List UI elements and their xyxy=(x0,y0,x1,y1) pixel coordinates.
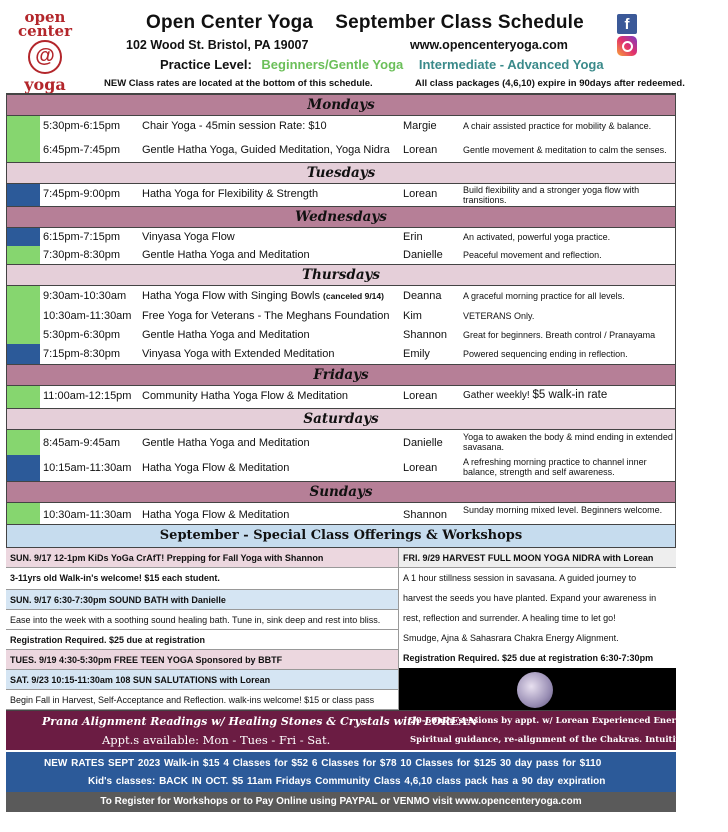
class-instructor: Danielle xyxy=(403,249,443,261)
class-description-text: Gather weekly! xyxy=(463,390,530,401)
logo-word-yoga: yoga xyxy=(24,75,66,94)
class-description: A chair assisted practice for mobility & balance. xyxy=(463,121,652,131)
day-header-tuesdays: Tuesdays xyxy=(7,162,675,184)
harvest-moon-line: Smudge, Ajna & Sahasrara Chakra Energy Alignment. xyxy=(403,633,619,643)
prana-title: Prana Alignment Readings w/ Healing Stones & Crystals with LOREAN xyxy=(42,715,478,728)
logo-word-center: center xyxy=(18,22,72,40)
logo-word-open: open xyxy=(24,8,66,26)
class-name: Vinyasa Yoga Flow xyxy=(142,231,235,243)
workshop-kids-yoga-details: 3-11yrs old Walk-in's welcome! $15 each student. xyxy=(6,568,399,590)
class-row xyxy=(7,306,675,325)
class-row xyxy=(7,246,675,264)
class-row xyxy=(7,184,675,206)
class-name: Chair Yoga - 45min session Rate: $10 xyxy=(142,120,327,132)
workshop-sun-salutations-title: SAT. 9/23 10:15-11:30am 108 SUN SALUTATIONS with Lorean xyxy=(6,670,399,690)
workshop-teen-yoga-title: TUES. 9/19 4:30-5:30pm FREE TEEN YOGA Sponsored by BBTF xyxy=(6,650,399,670)
class-name: Hatha Yoga Flow & Meditation xyxy=(142,462,290,474)
day-header-saturdays: Saturdays xyxy=(7,408,675,430)
rates-banner xyxy=(6,752,676,792)
level-swatch xyxy=(7,430,40,455)
facebook-icon[interactable]: f xyxy=(617,14,637,34)
kids-classes-line: Kid's classes: BACK IN OCT. $5 11am Fridays Community Class 4,6,10 class pack has a 90 day expiration xyxy=(88,776,606,787)
class-instructor: Lorean xyxy=(403,144,438,156)
class-description: Peaceful movement and reflection. xyxy=(463,250,602,260)
practice-levels xyxy=(160,57,604,72)
studio-name: Open Center Yoga xyxy=(146,12,314,33)
day-header-thursdays: Thursdays xyxy=(7,264,675,286)
class-title: Hatha Yoga Flow with Singing Bowls xyxy=(142,290,320,302)
class-row xyxy=(7,228,675,246)
class-instructor: Shannon xyxy=(403,509,448,521)
prana-guidance: Spiritual guidance, re-alignment of the Chakras. Intuitive Reading xyxy=(410,735,728,745)
studio-address: 102 Wood St. Bristol, PA 19007 xyxy=(126,38,309,52)
class-name xyxy=(142,290,384,302)
prana-sessions: 20-60min sessions by appt. w/ Lorean Experienced Energy Healing xyxy=(410,716,728,726)
level-beginners: Beginners/Gentle Yoga xyxy=(261,57,404,72)
class-name: Vinyasa Yoga with Extended Meditation xyxy=(142,348,335,360)
workshop-sound-bath-details: Ease into the week with a soothing sound healing bath. Tune in, sink deep and rest into bliss. xyxy=(6,610,399,630)
rates-line: NEW RATES SEPT 2023 Walk-in $15 4 Classes for $52 6 Classes for $78 10 Classes for $125 30 day pass for $110 xyxy=(44,758,602,769)
packages-note: All class packages (4,6,10) expire in 90days after redeemed. xyxy=(415,78,685,89)
special-offerings-header: September - Special Class Offerings & Workshops xyxy=(6,524,676,548)
class-instructor: Erin xyxy=(403,231,423,243)
class-instructor: Margie xyxy=(403,120,437,132)
om-symbol-icon xyxy=(28,40,62,74)
level-swatch xyxy=(7,344,40,364)
day-header-wednesdays: Wednesdays xyxy=(7,206,675,228)
header xyxy=(0,0,685,94)
class-name: Gentle Hatha Yoga and Meditation xyxy=(142,249,310,261)
prana-availability: Appt.s available: Mon - Tues - Fri - Sat. xyxy=(102,733,331,747)
class-description: Build flexibility and a stronger yoga flow with transitions. xyxy=(463,185,640,205)
class-time: 5:30pm-6:15pm xyxy=(43,120,121,132)
class-time: 6:15pm-7:15pm xyxy=(43,231,121,243)
workshop-sound-bath-registration: Registration Required. $25 due at registration xyxy=(6,630,399,650)
class-name: Community Hatha Yoga Flow & Meditation xyxy=(142,390,349,402)
class-description: An activated, powerful yoga practice. xyxy=(463,232,611,242)
day-header-mondays: Mondays xyxy=(7,94,675,116)
class-instructor: Lorean xyxy=(403,390,438,402)
class-time: 9:30am-10:30am xyxy=(43,290,127,302)
class-time: 10:15am-11:30am xyxy=(43,462,132,474)
class-instructor: Deanna xyxy=(403,290,442,302)
class-instructor: Shannon xyxy=(403,329,448,341)
day-header-fridays: Fridays xyxy=(7,364,675,386)
class-description: A refreshing morning practice to channel inner balance, strength and self awareness. xyxy=(463,457,647,477)
rates-note: NEW Class rates are located at the bottom of this schedule. xyxy=(104,78,373,89)
level-swatch xyxy=(7,306,40,325)
class-description: Gentle movement & meditation to calm the senses. xyxy=(463,145,667,155)
register-online-banner[interactable]: To Register for Workshops or to Pay Online using PAYPAL or VENMO visit www.opencenteryoga.com xyxy=(6,792,676,812)
logo-symbol: @ xyxy=(35,45,55,67)
level-swatch xyxy=(7,116,40,140)
class-row xyxy=(7,286,675,306)
class-name: Hatha Yoga Flow & Meditation xyxy=(142,509,290,521)
class-description: VETERANS Only. xyxy=(463,311,535,321)
class-time: 10:30am-11:30am xyxy=(43,310,132,322)
harvest-moon-line: harvest the seeds you have planted. Expand your awareness in xyxy=(403,593,657,603)
level-swatch xyxy=(7,325,40,344)
canceled-note: (canceled 9/14) xyxy=(323,291,384,301)
class-description xyxy=(463,390,675,401)
class-row xyxy=(7,140,675,162)
class-time: 7:30pm-8:30pm xyxy=(43,249,121,261)
class-time: 11:00am-12:15pm xyxy=(43,390,132,402)
class-row xyxy=(7,430,675,455)
schedule-title: September Class Schedule xyxy=(335,12,584,33)
class-row xyxy=(7,116,675,140)
prana-readings-banner xyxy=(6,710,728,750)
level-swatch xyxy=(7,246,40,264)
level-swatch xyxy=(7,386,40,408)
class-instructor: Lorean xyxy=(403,188,438,200)
level-swatch xyxy=(7,228,40,246)
harvest-moon-registration: Registration Required. $25 due at registration 6:30-7:30pm xyxy=(403,653,654,663)
class-name: Gentle Hatha Yoga, Guided Meditation, Yoga Nidra xyxy=(142,144,390,156)
class-instructor: Lorean xyxy=(403,462,438,474)
class-name: Free Yoga for Veterans - The Meghans Foundation xyxy=(142,310,390,322)
class-time: 7:15pm-8:30pm xyxy=(43,348,121,360)
instagram-icon[interactable] xyxy=(617,36,637,56)
level-intermediate: Intermediate - Advanced Yoga xyxy=(418,57,604,72)
class-name: Gentle Hatha Yoga and Meditation xyxy=(142,437,310,449)
weekly-schedule xyxy=(6,93,676,528)
class-description: Great for beginners. Breath control / Pranayama xyxy=(463,330,656,340)
social-links xyxy=(617,14,639,56)
class-row xyxy=(7,325,675,344)
class-description: Powered sequencing ending in reflection. xyxy=(463,349,628,359)
class-time: 5:30pm-6:30pm xyxy=(43,329,121,341)
class-instructor: Kim xyxy=(403,310,422,322)
class-description: A graceful morning practice for all levels. xyxy=(463,291,625,301)
level-swatch xyxy=(7,455,40,481)
class-name: Gentle Hatha Yoga and Meditation xyxy=(142,329,310,341)
level-swatch xyxy=(7,286,40,306)
moon-icon xyxy=(517,672,553,708)
class-instructor: Emily xyxy=(403,348,430,360)
class-time: 6:45pm-7:45pm xyxy=(43,144,121,156)
day-header-sundays: Sundays xyxy=(7,481,675,503)
class-description: Sunday morning mixed level. Beginners welcome. xyxy=(463,505,663,515)
open-center-logo xyxy=(14,8,76,94)
website-link[interactable]: www.opencenteryoga.com xyxy=(410,38,568,52)
class-instructor: Danielle xyxy=(403,437,443,449)
class-time: 10:30am-11:30am xyxy=(43,509,132,521)
level-swatch xyxy=(7,140,40,162)
harvest-moon-line: A 1 hour stillness session in savasana. A guided journey to xyxy=(403,573,637,583)
class-name: Hatha Yoga for Flexibility & Strength xyxy=(142,188,319,200)
level-swatch xyxy=(7,184,40,206)
class-row xyxy=(7,386,675,408)
class-time: 8:45am-9:45am xyxy=(43,437,121,449)
full-moon-image xyxy=(399,668,676,710)
harvest-moon-line: rest, reflection and surrender. A healing time to let go! xyxy=(403,613,616,623)
workshop-sound-bath-title: SUN. 9/17 6:30-7:30pm SOUND BATH with Danielle xyxy=(6,590,399,610)
class-row xyxy=(7,455,675,481)
workshop-harvest-moon-title: FRI. 9/29 HARVEST FULL MOON YOGA NIDRA with Lorean xyxy=(399,548,676,568)
practice-level-label: Practice Level: xyxy=(160,57,252,72)
class-row xyxy=(7,344,675,364)
workshop-kids-yoga-title: SUN. 9/17 12-1pm KiDs YoGa CrAfT! Prepping for Fall Yoga with Shannon xyxy=(6,548,399,568)
page-title xyxy=(146,12,584,34)
class-description: Yoga to awaken the body & mind ending in extended savasana. xyxy=(463,432,673,452)
workshop-sun-salutations-details: Begin Fall in Harvest, Self-Acceptance and Reflection. walk-ins welcome! $15 or class pass xyxy=(6,690,399,710)
walk-in-price: $5 walk-in rate xyxy=(532,389,608,401)
class-time: 7:45pm-9:00pm xyxy=(43,188,121,200)
